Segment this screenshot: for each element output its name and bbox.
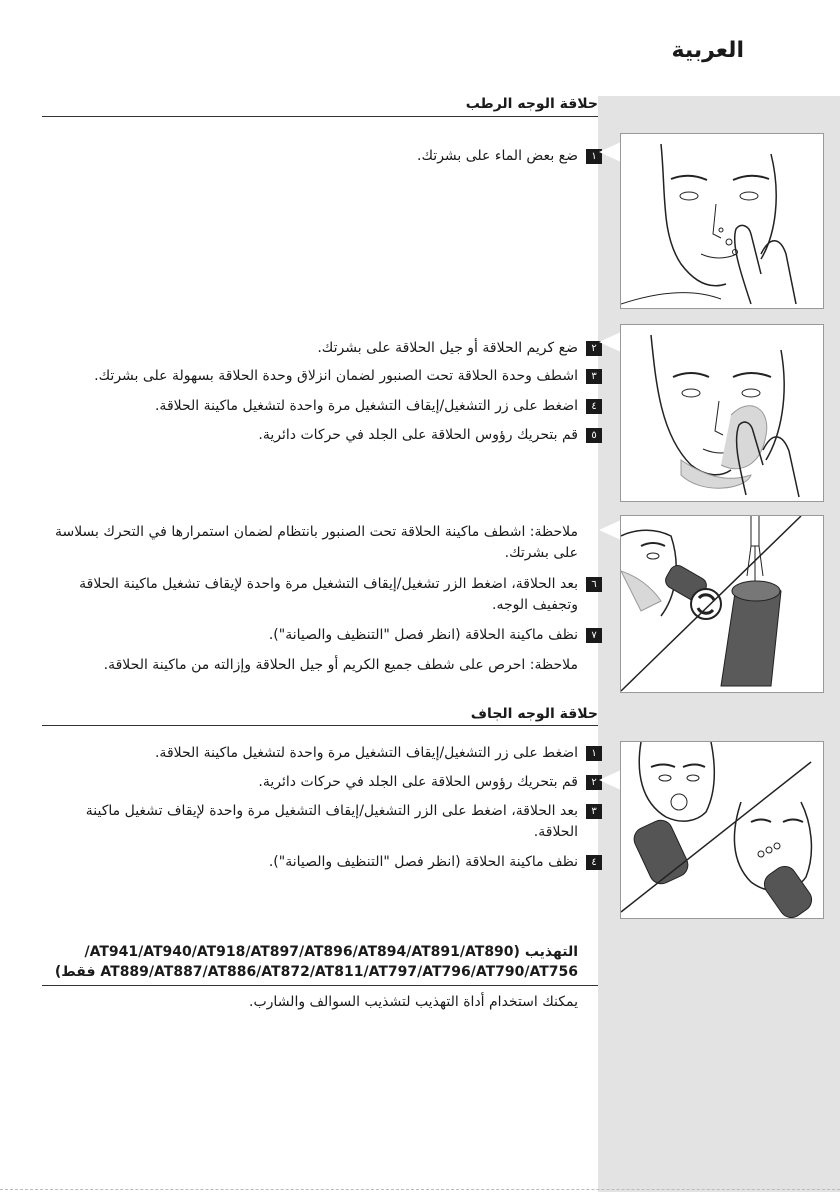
trimming-heading-line-1: التهذيب (AT941/AT940/AT918/AT897/AT896/AT894/AT891/AT890/ <box>84 944 578 960</box>
step-text: اضغط على زر التشغيل/إيقاف التشغيل مرة واحدة لتشغيل ماكينة الحلاقة. <box>154 745 578 761</box>
trimming-text: يمكنك استخدام أداة التهذيب لتشذيب السوالف والشارب. <box>249 994 578 1010</box>
section-rule <box>42 985 598 986</box>
illustration-water-on-face <box>620 133 824 309</box>
step-number-badge: ٦ <box>586 577 602 592</box>
dry-step-2 <box>258 772 597 793</box>
illustration-shave-and-rinse <box>620 515 824 693</box>
step-text: اضغط على زر التشغيل/إيقاف التشغيل مرة واحدة لتشغيل ماكينة الحلاقة. <box>154 398 578 414</box>
step-number-badge: ٣ <box>586 804 602 819</box>
wet-step-4 <box>154 396 597 417</box>
trimming-heading-line-2: AT889/AT887/AT886/AT872/AT811/AT797/AT796/AT790/AT756 فقط) <box>54 964 578 980</box>
step-number-badge: ١ <box>586 149 602 164</box>
step-text: اشطف وحدة الحلاقة تحت الصنبور لضمان انزلاق وحدة الحلاقة بسهولة على بشرتك. <box>94 368 578 384</box>
wet-note-2: ملاحظة: احرص على شطف جميع الكريم أو جيل الحلاقة وإزالته من ماكينة الحلاقة. <box>103 657 578 673</box>
illustration-apply-cream <box>620 324 824 502</box>
wet-step-7 <box>268 625 597 646</box>
step-text: ضع كريم الحلاقة أو جيل الحلاقة على بشرتك. <box>317 340 578 356</box>
step-number-badge: ٧ <box>586 628 602 643</box>
step-text: نظف ماكينة الحلاقة (انظر فصل "التنظيف والصيانة"). <box>268 854 578 870</box>
dry-step-3 <box>62 801 597 843</box>
step-number-badge: ٤ <box>586 855 602 870</box>
page-bottom-edge <box>0 1188 840 1190</box>
dry-step-1 <box>154 743 597 764</box>
wet-step-3 <box>94 366 597 387</box>
wet-step-6 <box>62 574 597 616</box>
step-text: بعد الحلاقة، اضغط الزر تشغيل/إيقاف التشغيل مرة واحدة لإيقاف تشغيل ماكينة الحلاقة وتجفيف الوجه. <box>79 576 578 613</box>
step-text: قم بتحريك رؤوس الحلاقة على الجلد في حركات دائرية. <box>258 427 578 443</box>
step-number-badge: ١ <box>586 746 602 761</box>
section-rule <box>42 725 598 726</box>
dry-step-4 <box>268 852 597 873</box>
callout-pointer <box>599 770 621 790</box>
step-text: نظف ماكينة الحلاقة (انظر فصل "التنظيف والصيانة"). <box>268 627 578 643</box>
step-text: قم بتحريك رؤوس الحلاقة على الجلد في حركات دائرية. <box>258 774 578 790</box>
dry-shaving-heading: حلاقة الوجه الجاف <box>470 706 598 722</box>
wet-step-2 <box>317 338 597 359</box>
illustration-dry-shave <box>620 741 824 919</box>
step-number-badge: ٥ <box>586 428 602 443</box>
section-rule <box>42 116 598 117</box>
wet-shaving-heading: حلاقة الوجه الرطب <box>465 96 598 112</box>
wet-step-5 <box>258 425 597 446</box>
language-title: العربية <box>671 38 744 63</box>
callout-pointer <box>599 520 621 540</box>
step-number-badge: ٣ <box>586 369 602 384</box>
step-number-badge: ٤ <box>586 399 602 414</box>
step-number-badge: ٢ <box>586 775 602 790</box>
callout-pointer <box>599 142 621 162</box>
callout-pointer <box>599 332 621 352</box>
step-number-badge: ٢ <box>586 341 602 356</box>
wet-step-1 <box>417 146 597 167</box>
wet-note-1: ملاحظة: اشطف ماكينة الحلاقة تحت الصنبور بانتظام لضمان استمرارها في التحرك بسلاسة على بشرتك. <box>54 524 578 561</box>
step-text: بعد الحلاقة، اضغط على الزر التشغيل/إيقاف التشغيل مرة واحدة لإيقاف تشغيل ماكينة الحلاقة. <box>85 803 578 840</box>
step-text: ضع بعض الماء على بشرتك. <box>417 148 578 164</box>
